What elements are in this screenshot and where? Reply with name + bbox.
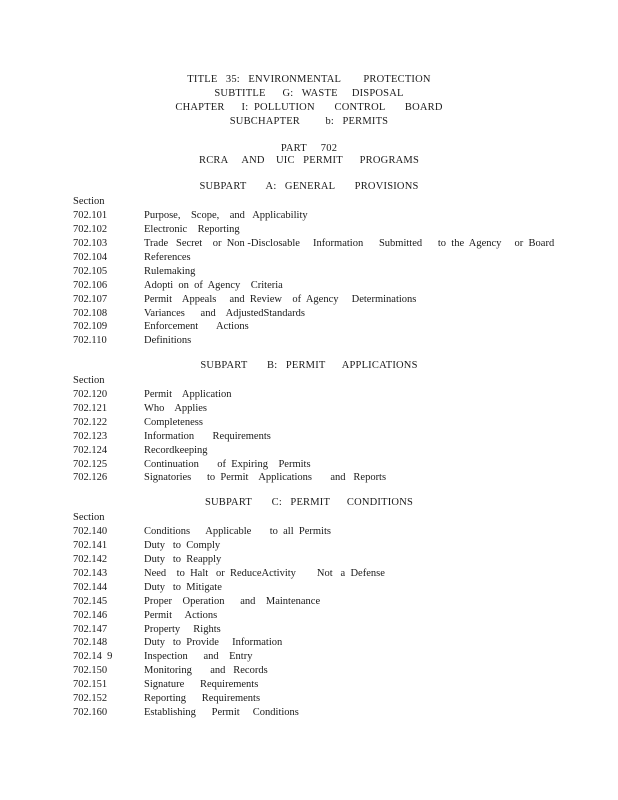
list-item [73, 636, 593, 650]
section-number: 702.160 [73, 707, 108, 718]
list-item [73, 609, 593, 623]
section-title: Conditions Applicable to all Permits [144, 526, 331, 537]
list-item [73, 334, 593, 348]
list-item [73, 307, 593, 321]
list-item [73, 265, 593, 279]
section-number: 702.103 [73, 238, 108, 249]
section-number: 702.107 [73, 294, 108, 305]
section-number: 702.122 [73, 417, 108, 428]
list-item [73, 444, 593, 458]
section-number: 702.151 [73, 679, 108, 690]
list-item [73, 525, 593, 539]
section-number: 702.120 [73, 389, 108, 400]
section-number: 702.141 [73, 540, 108, 551]
title-line: TITLE 35: ENVIRONMENTAL PROTECTION [187, 74, 431, 85]
part-name: RCRA AND UIC PERMIT PROGRAMS [199, 155, 419, 166]
section-title: Purpose, Scope, and Applicability [144, 210, 308, 221]
section-title: Variances and AdjustedStandards [144, 308, 305, 319]
list-item [73, 237, 593, 251]
section-number: 702.145 [73, 596, 108, 607]
list-item [73, 388, 593, 402]
list-item [73, 471, 593, 485]
list-item [73, 293, 593, 307]
section-title: Enforcement Actions [144, 321, 249, 332]
section-number: 702.104 [73, 252, 108, 263]
section-number: 702.124 [73, 445, 108, 456]
section-label: Section [73, 196, 105, 207]
section-title: Duty to Comply [144, 540, 221, 551]
list-item [73, 402, 593, 416]
section-title: Duty to Provide Information [144, 637, 283, 648]
list-item [73, 539, 593, 553]
section-title: Adopti on of Agency Criteria [144, 280, 283, 291]
section-title: Duty to Reapply [144, 554, 222, 565]
section-number: 702.14 9 [73, 651, 113, 662]
list-item [73, 706, 593, 720]
section-label: Section [73, 375, 105, 386]
subchapter-line: SUBCHAPTER b: PERMITS [229, 116, 389, 127]
list-item [73, 678, 593, 692]
section-title: Permit Application [144, 389, 232, 400]
section-title: Trade Secret or Non -Disclosable Information Submitted to the Agency or Board [144, 238, 555, 249]
section-number: 702.125 [73, 459, 108, 470]
list-item [73, 553, 593, 567]
section-number: 702.110 [73, 335, 107, 346]
section-title: Permit Appeals and Review of Agency Determinations [144, 294, 417, 305]
section-title: Signature Requirements [144, 679, 259, 690]
section-title: Proper Operation and Maintenance [144, 596, 321, 607]
section-number: 702.126 [73, 472, 108, 483]
section-title: Need to Halt or ReduceActivity Not a Defense [144, 568, 385, 579]
section-number: 702.109 [73, 321, 108, 332]
section-title: Continuation of Expiring Permits [144, 459, 311, 470]
section-title: Inspection and Entry [144, 651, 253, 662]
section-title: Recordkeeping [144, 445, 208, 456]
subtitle-line: SUBTITLE G: WASTE DISPOSAL [214, 88, 404, 99]
list-item [73, 650, 593, 664]
section-number: 702.147 [73, 624, 108, 635]
section-label: Section [73, 512, 105, 523]
list-item [73, 623, 593, 637]
section-title: References [144, 252, 191, 263]
section-number: 702.140 [73, 526, 108, 537]
section-title: Definitions [144, 335, 192, 346]
section-title: Establishing Permit Conditions [144, 707, 299, 718]
list-item [73, 209, 593, 223]
part-number: PART 702 [280, 143, 338, 154]
section-title: Duty to Mitigate [144, 582, 222, 593]
chapter-line: CHAPTER I: POLLUTION CONTROL BOARD [175, 102, 443, 113]
list-item [73, 581, 593, 595]
section-number: 702.101 [73, 210, 108, 221]
section-number: 702.144 [73, 582, 108, 593]
section-title: Monitoring and Records [144, 665, 268, 676]
section-number: 702.105 [73, 266, 108, 277]
list-item [73, 279, 593, 293]
list-item [73, 595, 593, 609]
section-title: Completeness [144, 417, 203, 428]
section-number: 702.106 [73, 280, 108, 291]
list-item [73, 320, 593, 334]
section-number: 702.148 [73, 637, 108, 648]
section-number: 702.150 [73, 665, 108, 676]
section-number: 702.142 [73, 554, 108, 565]
section-number: 702.143 [73, 568, 108, 579]
list-item [73, 430, 593, 444]
section-number: 702.102 [73, 224, 108, 235]
section-title: Signatories to Permit Applications and Reports [144, 472, 387, 483]
list-item [73, 251, 593, 265]
subpart-heading: SUBPART B: PERMIT APPLICATIONS [200, 360, 418, 371]
section-title: Permit Actions [144, 610, 218, 621]
list-item [73, 664, 593, 678]
section-number: 702.108 [73, 308, 108, 319]
section-number: 702.123 [73, 431, 108, 442]
section-number: 702.146 [73, 610, 108, 621]
list-item [73, 458, 593, 472]
section-title: Information Requirements [144, 431, 271, 442]
list-item [73, 567, 593, 581]
section-title: Reporting Requirements [144, 693, 261, 704]
list-item [73, 416, 593, 430]
section-title: Who Applies [144, 403, 207, 414]
section-title: Electronic Reporting [144, 224, 240, 235]
list-item [73, 223, 593, 237]
subpart-heading: SUBPART A: GENERAL PROVISIONS [199, 181, 419, 192]
section-title: Rulemaking [144, 266, 196, 277]
section-number: 702.152 [73, 693, 108, 704]
list-item [73, 692, 593, 706]
section-number: 702.121 [73, 403, 108, 414]
section-title: Property Rights [144, 624, 221, 635]
subpart-heading: SUBPART C: PERMIT CONDITIONS [204, 497, 414, 508]
